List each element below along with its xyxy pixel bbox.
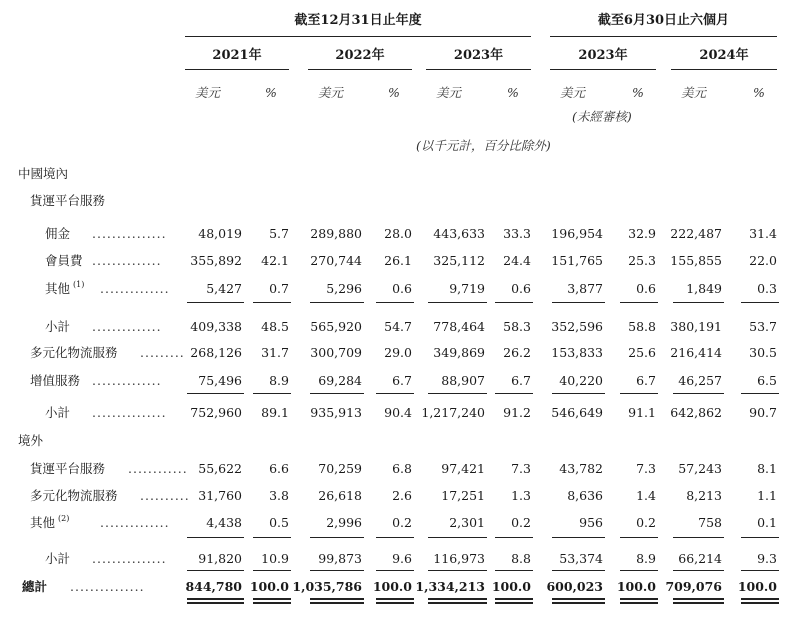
pct-rule xyxy=(495,302,533,303)
amount-cell: 546,649 xyxy=(551,405,603,420)
period-header: 2022年 xyxy=(335,48,385,63)
pct-rule xyxy=(741,302,779,303)
pct-rule xyxy=(253,598,291,600)
amount-cell: 40,220 xyxy=(559,373,603,388)
unit-usd-label: 美元 xyxy=(195,85,221,100)
amount-cell: 55,622 xyxy=(198,461,242,476)
row-label: 多元化物流服務 xyxy=(30,488,118,503)
amount-cell: 1,035,786 xyxy=(292,579,362,594)
unit-pct-label: % xyxy=(507,85,519,100)
amount-rule xyxy=(310,598,364,600)
pct-cell: 7.3 xyxy=(636,461,656,476)
pct-cell: 6.7 xyxy=(636,373,656,388)
amount-cell: 956 xyxy=(579,515,603,530)
amount-cell: 709,076 xyxy=(665,579,722,594)
amount-rule xyxy=(428,602,487,604)
period-header: 2024年 xyxy=(699,48,749,63)
pct-cell: 30.5 xyxy=(749,345,777,360)
amount-rule xyxy=(310,570,364,571)
pct-rule xyxy=(620,598,658,600)
amount-rule xyxy=(552,570,605,571)
pct-cell: 29.0 xyxy=(384,345,412,360)
row-label: 總計 xyxy=(22,579,48,594)
amount-cell: 1,217,240 xyxy=(421,405,485,420)
unit-usd-label: 美元 xyxy=(318,85,344,100)
amount-rule xyxy=(310,393,364,394)
amount-cell: 91,820 xyxy=(198,551,242,566)
pct-cell: 31.4 xyxy=(749,226,777,241)
pct-rule xyxy=(741,602,779,604)
pct-rule xyxy=(253,570,291,571)
pct-cell: 32.9 xyxy=(628,226,656,241)
pct-rule xyxy=(376,302,414,303)
pct-cell: 31.7 xyxy=(261,345,289,360)
pct-cell: 0.5 xyxy=(269,515,289,530)
pct-rule xyxy=(376,537,414,538)
pct-cell: 6.6 xyxy=(269,461,289,476)
amount-cell: 844,780 xyxy=(185,579,242,594)
pct-cell: 100.0 xyxy=(616,579,656,594)
row-label: 小計 xyxy=(45,319,71,334)
pct-cell: 100.0 xyxy=(372,579,412,594)
unit-usd-label: 美元 xyxy=(681,85,707,100)
period-rule xyxy=(550,69,656,70)
pct-cell: 91.1 xyxy=(628,405,656,420)
amount-rule xyxy=(187,537,244,538)
unaudited-note: (未經審核) xyxy=(572,109,632,124)
amount-rule xyxy=(310,537,364,538)
row-label: 會員費 xyxy=(45,253,83,268)
row-label: 貨運平台服務 xyxy=(30,461,106,476)
row-label: 小計 xyxy=(45,405,71,420)
pct-cell: 90.7 xyxy=(749,405,777,420)
thousands-note: (以千元計，百分比除外) xyxy=(416,138,551,153)
pct-cell: 8.8 xyxy=(511,551,531,566)
amount-rule xyxy=(552,598,605,600)
pct-cell: 100.0 xyxy=(491,579,531,594)
pct-cell: 3.8 xyxy=(269,488,289,503)
amount-cell: 116,973 xyxy=(433,551,485,566)
row-label: 小計 xyxy=(45,551,71,566)
amount-cell: 26,618 xyxy=(318,488,362,503)
amount-cell: 69,284 xyxy=(318,373,362,388)
pct-cell: 58.8 xyxy=(628,319,656,334)
amount-rule xyxy=(187,602,244,604)
pct-cell: 6.7 xyxy=(392,373,412,388)
footnote-marker: (1) xyxy=(73,280,85,289)
pct-cell: 54.7 xyxy=(384,319,412,334)
leader-dots: ............ xyxy=(128,461,188,476)
row-label: 貨運平台服務 xyxy=(30,193,106,208)
amount-cell: 46,257 xyxy=(678,373,722,388)
amount-rule xyxy=(673,537,724,538)
row-label: 其他 xyxy=(45,281,71,296)
pct-cell: 0.2 xyxy=(511,515,531,530)
amount-cell: 75,496 xyxy=(198,373,242,388)
half-year-group-header: 截至6月30日止六個月 xyxy=(597,13,730,28)
pct-cell: 0.1 xyxy=(757,515,777,530)
pct-cell: 24.4 xyxy=(503,253,531,268)
pct-cell: 0.6 xyxy=(392,281,412,296)
pct-rule xyxy=(253,393,291,394)
pct-cell: 33.3 xyxy=(503,226,531,241)
pct-cell: 1.1 xyxy=(757,488,777,503)
amount-cell: 2,301 xyxy=(449,515,485,530)
amount-rule xyxy=(428,302,487,303)
leader-dots: ............... xyxy=(92,226,167,241)
amount-cell: 443,633 xyxy=(433,226,485,241)
amount-cell: 380,191 xyxy=(670,319,722,334)
pct-cell: 90.4 xyxy=(384,405,412,420)
pct-rule xyxy=(741,393,779,394)
amount-cell: 97,421 xyxy=(441,461,485,476)
amount-cell: 752,960 xyxy=(190,405,242,420)
amount-cell: 196,954 xyxy=(551,226,603,241)
unit-pct-label: % xyxy=(632,85,644,100)
pct-rule xyxy=(741,598,779,600)
amount-cell: 48,019 xyxy=(198,226,242,241)
pct-cell: 89.1 xyxy=(261,405,289,420)
pct-cell: 48.5 xyxy=(261,319,289,334)
pct-cell: 28.0 xyxy=(384,226,412,241)
pct-cell: 22.0 xyxy=(749,253,777,268)
pct-rule xyxy=(376,393,414,394)
row-label: 中國境內 xyxy=(18,166,69,181)
amount-rule xyxy=(187,393,244,394)
amount-rule xyxy=(310,302,364,303)
pct-cell: 0.7 xyxy=(269,281,289,296)
amount-rule xyxy=(552,602,605,604)
amount-cell: 151,765 xyxy=(551,253,603,268)
amount-cell: 99,873 xyxy=(318,551,362,566)
pct-cell: 5.7 xyxy=(269,226,289,241)
pct-cell: 6.5 xyxy=(757,373,777,388)
amount-cell: 268,126 xyxy=(190,345,242,360)
pct-cell: 6.8 xyxy=(392,461,412,476)
leader-dots: .............. xyxy=(100,515,170,530)
amount-rule xyxy=(552,302,605,303)
pct-cell: 1.3 xyxy=(511,488,531,503)
amount-rule xyxy=(552,537,605,538)
amount-cell: 600,023 xyxy=(546,579,603,594)
row-label: 佣金 xyxy=(45,226,71,241)
pct-cell: 0.3 xyxy=(757,281,777,296)
pct-cell: 0.6 xyxy=(636,281,656,296)
row-label: 多元化物流服務 xyxy=(30,345,118,360)
pct-cell: 0.6 xyxy=(511,281,531,296)
amount-cell: 642,862 xyxy=(670,405,722,420)
amount-rule xyxy=(673,598,724,600)
amount-cell: 935,913 xyxy=(310,405,362,420)
pct-rule xyxy=(253,302,291,303)
amount-cell: 349,869 xyxy=(433,345,485,360)
amount-cell: 5,296 xyxy=(326,281,362,296)
half-year-group-rule xyxy=(550,36,777,37)
unit-usd-label: 美元 xyxy=(436,85,462,100)
amount-cell: 70,259 xyxy=(318,461,362,476)
pct-cell: 25.6 xyxy=(628,345,656,360)
amount-cell: 8,636 xyxy=(567,488,603,503)
row-label: 其他 xyxy=(30,515,56,530)
amount-rule xyxy=(673,302,724,303)
period-header: 2023年 xyxy=(578,48,628,63)
pct-rule xyxy=(495,537,533,538)
amount-cell: 222,487 xyxy=(670,226,722,241)
leader-dots: .............. xyxy=(92,319,162,334)
pct-rule xyxy=(495,602,533,604)
pct-cell: 7.3 xyxy=(511,461,531,476)
pct-cell: 1.4 xyxy=(636,488,656,503)
amount-cell: 5,427 xyxy=(206,281,242,296)
amount-cell: 43,782 xyxy=(559,461,603,476)
leader-dots: ......... xyxy=(140,345,185,360)
leader-dots: .............. xyxy=(100,281,170,296)
amount-cell: 153,833 xyxy=(551,345,603,360)
leader-dots: ............... xyxy=(92,405,167,420)
period-rule xyxy=(185,69,289,70)
pct-cell: 2.6 xyxy=(392,488,412,503)
year-group-header: 截至12月31日止年度 xyxy=(294,13,422,28)
amount-cell: 325,112 xyxy=(433,253,485,268)
amount-cell: 31,760 xyxy=(198,488,242,503)
pct-cell: 8.9 xyxy=(269,373,289,388)
leader-dots: .............. xyxy=(92,373,162,388)
leader-dots: ............... xyxy=(70,579,145,594)
pct-cell: 0.2 xyxy=(636,515,656,530)
pct-cell: 58.3 xyxy=(503,319,531,334)
amount-cell: 4,438 xyxy=(206,515,242,530)
pct-cell: 9.3 xyxy=(757,551,777,566)
amount-cell: 289,880 xyxy=(310,226,362,241)
pct-cell: 8.1 xyxy=(757,461,777,476)
amount-cell: 3,877 xyxy=(567,281,603,296)
unit-pct-label: % xyxy=(265,85,277,100)
period-rule xyxy=(426,69,531,70)
unit-usd-label: 美元 xyxy=(560,85,586,100)
amount-cell: 57,243 xyxy=(678,461,722,476)
unit-pct-label: % xyxy=(388,85,400,100)
amount-cell: 355,892 xyxy=(190,253,242,268)
period-rule xyxy=(671,69,777,70)
amount-cell: 565,920 xyxy=(310,319,362,334)
pct-rule xyxy=(376,602,414,604)
amount-cell: 758 xyxy=(698,515,722,530)
amount-rule xyxy=(673,393,724,394)
amount-cell: 300,709 xyxy=(310,345,362,360)
pct-cell: 53.7 xyxy=(749,319,777,334)
amount-rule xyxy=(310,602,364,604)
pct-cell: 8.9 xyxy=(636,551,656,566)
pct-cell: 91.2 xyxy=(503,405,531,420)
amount-cell: 216,414 xyxy=(670,345,722,360)
row-label: 境外 xyxy=(18,433,44,448)
amount-rule xyxy=(428,537,487,538)
unit-pct-label: % xyxy=(753,85,765,100)
pct-cell: 42.1 xyxy=(261,253,289,268)
amount-cell: 352,596 xyxy=(551,319,603,334)
pct-rule xyxy=(620,302,658,303)
pct-rule xyxy=(741,537,779,538)
amount-rule xyxy=(428,598,487,600)
pct-rule xyxy=(495,393,533,394)
period-header: 2023年 xyxy=(453,48,504,63)
pct-cell: 100.0 xyxy=(737,579,777,594)
pct-cell: 9.6 xyxy=(392,551,412,566)
pct-cell: 100.0 xyxy=(249,579,289,594)
pct-cell: 26.1 xyxy=(384,253,412,268)
pct-rule xyxy=(253,537,291,538)
amount-cell: 9,719 xyxy=(449,281,485,296)
amount-cell: 778,464 xyxy=(433,319,485,334)
amount-cell: 2,996 xyxy=(326,515,362,530)
pct-rule xyxy=(376,570,414,571)
pct-rule xyxy=(620,537,658,538)
amount-cell: 409,338 xyxy=(190,319,242,334)
amount-cell: 8,213 xyxy=(686,488,722,503)
amount-rule xyxy=(187,302,244,303)
row-label: 增值服務 xyxy=(30,373,81,388)
pct-rule xyxy=(253,602,291,604)
amount-cell: 1,849 xyxy=(686,281,722,296)
pct-rule xyxy=(741,570,779,571)
pct-rule xyxy=(495,598,533,600)
amount-rule xyxy=(552,393,605,394)
leader-dots: .............. xyxy=(92,253,162,268)
pct-cell: 25.3 xyxy=(628,253,656,268)
pct-rule xyxy=(620,393,658,394)
amount-cell: 66,214 xyxy=(678,551,722,566)
amount-cell: 53,374 xyxy=(559,551,603,566)
pct-rule xyxy=(495,570,533,571)
amount-rule xyxy=(428,570,487,571)
pct-rule xyxy=(620,570,658,571)
pct-rule xyxy=(620,602,658,604)
amount-cell: 88,907 xyxy=(441,373,485,388)
period-rule xyxy=(308,69,412,70)
pct-cell: 10.9 xyxy=(261,551,289,566)
amount-cell: 1,334,213 xyxy=(415,579,485,594)
leader-dots: .......... xyxy=(140,488,190,503)
amount-rule xyxy=(187,570,244,571)
period-header: 2021年 xyxy=(212,48,262,63)
leader-dots: ............... xyxy=(92,551,167,566)
pct-cell: 0.2 xyxy=(392,515,412,530)
pct-cell: 6.7 xyxy=(511,373,531,388)
amount-rule xyxy=(673,570,724,571)
footnote-marker: (2) xyxy=(58,514,70,523)
amount-rule xyxy=(187,598,244,600)
year-group-rule xyxy=(185,36,531,37)
amount-cell: 270,744 xyxy=(310,253,362,268)
amount-cell: 17,251 xyxy=(441,488,485,503)
amount-cell: 155,855 xyxy=(670,253,722,268)
amount-rule xyxy=(673,602,724,604)
amount-rule xyxy=(428,393,487,394)
pct-rule xyxy=(376,598,414,600)
pct-cell: 26.2 xyxy=(503,345,531,360)
